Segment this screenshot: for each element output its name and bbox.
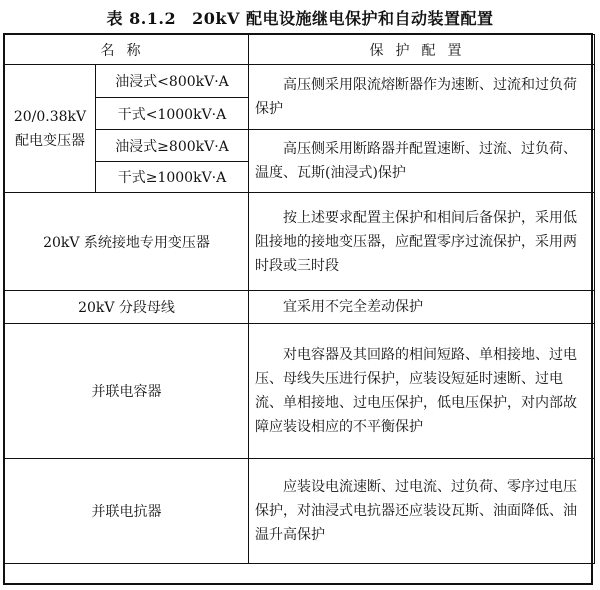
row-name-bus: 20kV 分段母线 [5, 291, 249, 324]
table-row [5, 459, 595, 564]
transformer-name: 20/0.38kV 配电变压器 [5, 65, 96, 193]
row-protection-reactor-text: 应装设电流速断、过电流、过负荷、零序过电压保护，对油浸式电抗器还应装设瓦斯、油面降低、油温升高保护 [255, 479, 577, 543]
row-protection-grounding-transformer [249, 193, 595, 291]
row-protection-capacitor-text: 对电容器及其回路的相间短路、单相接地、过电压、母线失压进行保护，应装设短延时速断、过电流、单相接地、过电压保护，低电压保护，对内部故障应装设相应的不平衡保护 [255, 347, 577, 435]
transformer-sub-oil-large: 油浸式≥800kV·A [96, 130, 249, 162]
protection-config-table [4, 34, 595, 564]
table-row [5, 193, 595, 291]
row-protection-grounding-transformer-text: 按上述要求配置主保护和相间后备保护，采用低阻接地的接地变压器，应配置零序过流保护，采用两时段或三时段 [255, 209, 577, 274]
transformer-sub-oil-small: 油浸式<800kV·A [96, 65, 249, 98]
table-title-block [0, 6, 600, 29]
transformer-protection-large-text: 高压侧采用断路器并配置速断、过流、过负荷、温度、瓦斯(油浸式)保护 [255, 141, 577, 181]
transformer-sub-dry-small: 干式<1000kV·A [96, 98, 249, 130]
row-name-capacitor: 并联电容器 [5, 324, 249, 459]
transformer-protection-large [249, 130, 595, 193]
row-protection-reactor [249, 459, 595, 564]
transformer-protection-small [249, 65, 595, 130]
row-name-grounding-transformer: 20kV 系统接地专用变压器 [5, 193, 249, 291]
transformer-protection-small-text: 高压侧采用限流熔断器作为速断、过流和过负荷保护 [255, 77, 577, 117]
table-row [5, 65, 595, 98]
header-protection: 保护配置 [249, 35, 595, 65]
header-row [5, 35, 595, 65]
table-title: 20kV 配电设施继电保护和自动装置配置 [192, 9, 494, 28]
transformer-sub-dry-large: 干式≥1000kV·A [96, 162, 249, 193]
table-row [5, 291, 595, 324]
row-protection-bus [249, 291, 595, 324]
row-protection-capacitor [249, 324, 595, 459]
table-row [5, 324, 595, 459]
row-name-reactor: 并联电抗器 [5, 459, 249, 564]
row-protection-bus-text: 宜采用不完全差动保护 [283, 299, 423, 315]
table-number: 表 8.1.2 [106, 9, 177, 28]
header-name: 名称 [5, 35, 249, 65]
